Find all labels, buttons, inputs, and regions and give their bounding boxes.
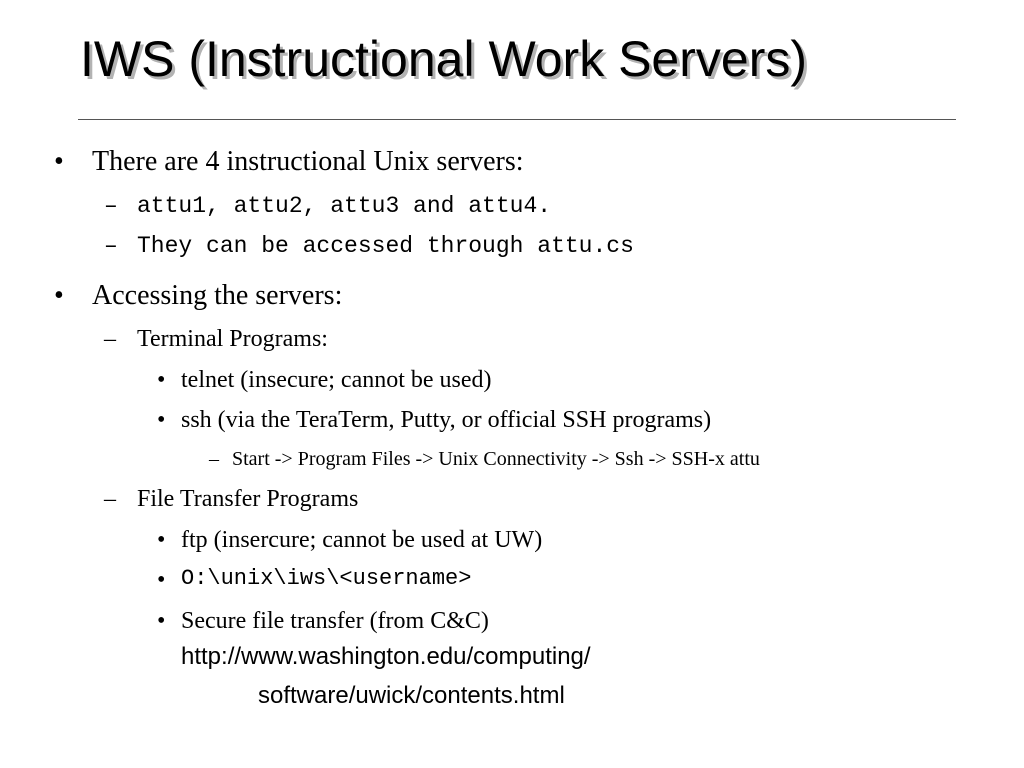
terminal-programs-heading: Terminal Programs: (137, 326, 328, 352)
network-path-text: O:\unix\iws\<username> (181, 566, 472, 591)
ftp-item-text: ftp (insercure; cannot be used at UW) (181, 527, 543, 553)
url-line-1[interactable]: http://www.washington.edu/computing/ (181, 643, 591, 670)
bullet-marker: • (54, 280, 64, 311)
sub-bullet-marker: – (104, 233, 118, 259)
item-marker: • (157, 527, 166, 553)
item-marker: • (157, 608, 166, 634)
telnet-item-text: telnet (insecure; cannot be used) (181, 367, 492, 393)
url-line-2[interactable]: software/uwick/contents.html (258, 682, 565, 709)
file-transfer-heading: File Transfer Programs (137, 486, 359, 512)
server-names-text: attu1, attu2, attu3 and attu4. (137, 193, 552, 219)
access-host-text: They can be accessed through attu.cs (137, 233, 634, 259)
item-marker: • (157, 367, 166, 393)
ssh-menu-path-text: Start -> Program Files -> Unix Connectivity -> Ssh -> SSH-x attu (232, 448, 760, 470)
item-marker: • (157, 407, 166, 433)
slide-title: IWS (Instructional Work Servers) (80, 31, 808, 87)
sub-bullet-marker: – (104, 326, 116, 352)
title-divider (78, 119, 956, 120)
ssh-item-text: ssh (via the TeraTerm, Putty, or official SSH programs) (181, 407, 712, 433)
bullet-accessing-text: Accessing the servers: (92, 280, 343, 311)
path-marker: – (209, 448, 219, 470)
bullet-servers-text: There are 4 instructional Unix servers: (92, 146, 524, 177)
sub-bullet-marker: – (104, 193, 118, 219)
sub-bullet-marker: – (104, 486, 116, 512)
secure-transfer-item-text: Secure file transfer (from C&C) (181, 608, 489, 634)
item-marker: • (157, 567, 166, 593)
bullet-marker: • (54, 146, 64, 177)
